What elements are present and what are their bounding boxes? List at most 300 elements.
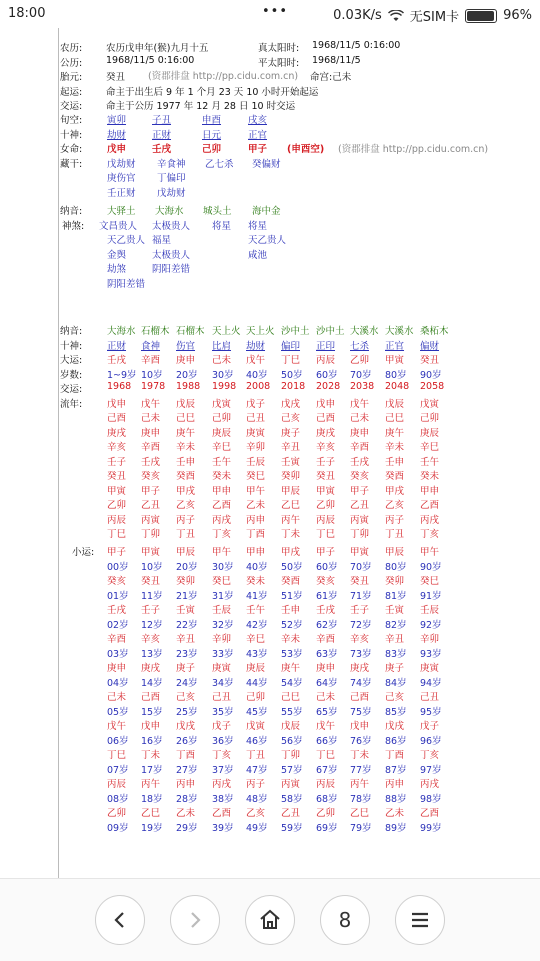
xiaoyun-age-cell: 52岁 (281, 619, 303, 631)
xiaoyun-age-cell: 45岁 (246, 706, 268, 718)
xiaoyun-ganzhi-cell: 辛卯 (212, 634, 232, 645)
liunian-cell: 癸酉 (176, 471, 196, 482)
xiaoyun-ganzhi-cell: 壬午 (246, 605, 266, 616)
browser-toolbar (0, 878, 540, 961)
xiaoyun-age-cell: 84岁 (385, 677, 407, 689)
xiaoyun-ganzhi-cell: 戊寅 (246, 721, 266, 732)
shensha-cell: 阴阳差错 (107, 278, 146, 290)
xiaoyun-age-cell: 30岁 (212, 561, 234, 573)
liunian-cell: 辛亥 (316, 442, 336, 453)
xiaoyun-header-cell: 甲寅 (350, 547, 370, 558)
xiaoyun-header-cell: 甲寅 (141, 547, 161, 558)
xiaoyun-age-cell: 37岁 (212, 764, 234, 776)
xiaoyun-age-cell: 62岁 (316, 619, 338, 631)
xiaoyun-age-cell: 68岁 (316, 793, 338, 805)
xiaoyun-ganzhi-cell: 丁亥 (212, 750, 232, 761)
xiaoyun-ganzhi-cell: 己亥 (385, 692, 405, 703)
xiaoyun-header-cell: 甲辰 (385, 547, 405, 558)
info-value: 命主于出生后 9 年 1 个月 23 天 10 小时开始起运 (106, 86, 319, 98)
xiaoyun-age-cell: 15岁 (141, 706, 163, 718)
xiaoyun-ganzhi-cell: 庚辰 (246, 663, 266, 674)
xiaoyun-ganzhi-cell: 乙丑 (281, 808, 301, 819)
xiaoyun-age-cell: 58岁 (281, 793, 303, 805)
liunian-cell: 乙酉 (212, 500, 232, 511)
row-label: 女命: (60, 144, 83, 155)
xiaoyun-ganzhi-cell: 己亥 (176, 692, 196, 703)
home-icon (258, 908, 282, 932)
liunian-cell: 庚午 (176, 427, 196, 439)
xiaoyun-ganzhi-cell: 丙戌 (212, 779, 232, 790)
xiaoyun-age-cell: 31岁 (212, 590, 234, 602)
shensha-cell: 太极贵人 (152, 220, 191, 232)
canggan-cell: 乙七杀 (205, 158, 234, 170)
liunian-cell: 甲子 (141, 485, 161, 497)
liunian-cell: 壬子 (316, 456, 336, 468)
xiaoyun-ganzhi-cell: 癸亥 (107, 576, 127, 587)
dayun-cell: 辛酉 (141, 355, 161, 366)
xiaoyun-ganzhi-cell: 庚申 (316, 663, 336, 674)
liunian-cell: 壬戌 (350, 456, 370, 468)
menu-button[interactable] (395, 895, 445, 945)
liunian-cell: 甲申 (212, 485, 232, 497)
info-label: 公历: (60, 57, 83, 69)
dayun-cell: 乙卯 (350, 355, 370, 366)
xiaoyun-age-cell: 26岁 (176, 735, 198, 747)
xiaoyun-ganzhi-cell: 己丑 (212, 692, 232, 703)
xiaoyun-age-cell: 18岁 (141, 793, 163, 805)
xiaoyun-age-cell: 24岁 (176, 677, 198, 689)
shensha-cell: 将星 (212, 220, 232, 232)
liunian-cell: 壬戌 (141, 456, 161, 468)
xunkong-cell: 戌亥 (248, 115, 268, 126)
xiaoyun-ganzhi-cell: 壬辰 (420, 605, 440, 616)
xiaoyun-age-cell: 35岁 (212, 706, 234, 718)
xiaoyun-ganzhi-cell: 丁未 (350, 750, 370, 761)
xiaoyun-ganzhi-cell: 乙未 (176, 808, 196, 819)
row-label: 十神: (60, 129, 83, 141)
xiaoyun-header-cell: 甲午 (420, 547, 440, 558)
watermark-text: (资郡排盘 http://pp.cidu.com.cn) (148, 71, 299, 82)
forward-button[interactable] (170, 895, 220, 945)
row-label: 十神: (60, 340, 83, 352)
dayun-cell: 壬戌 (107, 355, 127, 366)
liunian-cell: 癸未 (212, 471, 232, 482)
xiaoyun-ganzhi-cell: 庚子 (176, 663, 196, 674)
xiaoyun-age-cell: 29岁 (176, 822, 198, 834)
info-value: 癸丑 (106, 72, 126, 83)
xiaoyun-age-cell: 67岁 (316, 764, 338, 776)
liunian-cell: 癸巳 (246, 471, 266, 482)
xiaoyun-age-cell: 77岁 (350, 764, 372, 776)
liunian-cell: 丙辰 (316, 514, 336, 526)
xunkong-cell: 寅卯 (107, 115, 127, 126)
canggan-cell: 丁偏印 (157, 173, 186, 184)
xiaoyun-header-cell: 甲子 (107, 547, 127, 558)
liunian-cell: 乙卯 (316, 500, 336, 511)
jiaoyun-year-cell: 2028 (316, 381, 341, 392)
dayun-shishen-cell: 伤官 (176, 340, 196, 352)
liunian-cell: 壬辰 (246, 456, 266, 468)
xiaoyun-ganzhi-cell: 庚寅 (420, 663, 440, 674)
xiaoyun-age-cell: 73岁 (350, 648, 372, 660)
liunian-cell: 壬申 (176, 456, 196, 468)
liunian-cell: 庚戌 (107, 427, 127, 439)
pillar-cell: 己卯 (202, 144, 222, 155)
dayun-shishen-cell: 正官 (385, 340, 405, 352)
xiaoyun-age-cell: 88岁 (385, 793, 407, 805)
xiaoyun-ganzhi-cell: 丙午 (350, 779, 370, 790)
status-right (333, 6, 532, 25)
liunian-cell: 庚午 (385, 427, 405, 439)
info-label: 起运: (60, 86, 83, 98)
xiaoyun-age-cell: 22岁 (176, 619, 198, 631)
xiaoyun-age-cell: 07岁 (107, 764, 129, 776)
sim-status: 无SIM卡 (409, 10, 460, 25)
liunian-cell: 辛巳 (212, 442, 232, 453)
liunian-cell: 辛亥 (107, 442, 127, 453)
jiaoyun-year-cell: 2008 (246, 381, 271, 392)
age-cell: 80岁 (385, 369, 407, 381)
xiaoyun-ganzhi-cell: 乙酉 (212, 808, 232, 819)
liunian-cell: 癸亥 (141, 471, 161, 482)
xiaoyun-age-cell: 16岁 (141, 735, 163, 747)
xiaoyun-ganzhi-cell: 壬寅 (385, 605, 405, 616)
liunian-header-cell: 戊寅 (212, 398, 232, 410)
xiaoyun-ganzhi-cell: 辛亥 (350, 634, 370, 645)
xiaoyun-age-cell: 06岁 (107, 735, 129, 747)
shensha-cell: 金舆 (107, 249, 127, 261)
xiaoyun-ganzhi-cell: 丙子 (246, 779, 266, 790)
xiaoyun-ganzhi-cell: 辛丑 (385, 634, 405, 645)
xiaoyun-age-cell: 13岁 (141, 648, 163, 660)
liunian-cell: 辛未 (385, 442, 405, 453)
xiaoyun-age-cell: 94岁 (420, 677, 442, 689)
xiaoyun-ganzhi-cell: 戊辰 (281, 721, 301, 732)
xiaoyun-ganzhi-cell: 丙戌 (420, 779, 440, 790)
xiaoyun-ganzhi-cell: 戊午 (316, 721, 336, 732)
dayun-shishen-cell: 偏财 (420, 340, 440, 352)
xiaoyun-age-cell: 02岁 (107, 619, 129, 631)
info-extra-label: 平太阳时: (258, 57, 300, 69)
xiaoyun-age-cell: 54岁 (281, 677, 303, 689)
liunian-cell: 丁酉 (246, 529, 266, 540)
xiaoyun-age-cell: 49岁 (246, 822, 268, 834)
liunian-cell: 壬申 (385, 456, 405, 468)
xiaoyun-ganzhi-cell: 壬戌 (316, 605, 336, 616)
liunian-cell: 丙辰 (107, 514, 127, 526)
dayun-cell: 癸丑 (420, 355, 440, 366)
xiaoyun-age-cell: 96岁 (420, 735, 442, 747)
liunian-cell: 乙丑 (350, 500, 370, 511)
dayun-cell: 庚申 (176, 355, 196, 366)
dayun-nayin-cell: 桑柘木 (420, 326, 449, 337)
liunian-cell: 乙巳 (281, 500, 301, 511)
liunian-cell: 乙卯 (107, 500, 127, 511)
xiaoyun-ganzhi-cell: 己酉 (350, 692, 370, 703)
row-label: 交运: (60, 384, 83, 395)
xiaoyun-ganzhi-cell: 丁酉 (176, 750, 196, 761)
xiaoyun-ganzhi-cell: 戊子 (420, 721, 440, 732)
liunian-cell: 甲寅 (107, 485, 127, 497)
row-label: 大运: (60, 355, 83, 366)
tabs-button[interactable] (320, 895, 370, 945)
xiaoyun-ganzhi-cell: 庚午 (281, 663, 301, 674)
xiaoyun-age-cell: 63岁 (316, 648, 338, 660)
chevron-left-icon (110, 910, 130, 930)
xiaoyun-age-cell: 08岁 (107, 793, 129, 805)
xunkong-cell: 申酉 (202, 115, 222, 126)
xunkong-cell: 子丑 (152, 115, 172, 126)
xiaoyun-ganzhi-cell: 癸丑 (350, 576, 370, 587)
dayun-nayin-cell: 大海水 (107, 326, 136, 337)
info-label: 交运: (60, 101, 83, 112)
xiaoyun-age-cell: 14岁 (141, 677, 163, 689)
xiaoyun-age-cell: 60岁 (316, 561, 338, 573)
liunian-cell: 己未 (141, 413, 161, 424)
xiaoyun-age-cell: 66岁 (316, 735, 338, 747)
liunian-cell: 辛酉 (141, 442, 161, 453)
xiaoyun-age-cell: 91岁 (420, 590, 442, 602)
canggan-cell: 壬正财 (107, 187, 136, 199)
wifi-icon (388, 10, 404, 22)
xiaoyun-age-cell: 78岁 (350, 793, 372, 805)
home-button[interactable] (245, 895, 295, 945)
xiaoyun-age-cell: 05岁 (107, 706, 129, 718)
xiaoyun-ganzhi-cell: 乙卯 (316, 808, 336, 819)
xiaoyun-ganzhi-cell: 丁巳 (107, 750, 127, 761)
xiaoyun-age-cell: 23岁 (176, 648, 198, 660)
liunian-cell: 辛酉 (350, 442, 370, 453)
xiaoyun-age-cell: 90岁 (420, 561, 442, 573)
dayun-shishen-cell: 正印 (316, 340, 336, 352)
info-extra-value: 1968/11/5 (312, 54, 361, 66)
dayun-nayin-cell: 天上火 (212, 326, 241, 337)
notification-dots: ••• (262, 4, 289, 19)
shensha-cell: 天乙贵人 (107, 235, 146, 246)
xiaoyun-ganzhi-cell: 庚戌 (350, 663, 370, 674)
xiaoyun-age-cell: 64岁 (316, 677, 338, 689)
dayun-nayin-cell: 大溪水 (350, 326, 379, 337)
liunian-cell: 癸酉 (385, 471, 405, 482)
shensha-cell: 福星 (152, 235, 172, 246)
nayin-cell: 大驿土 (107, 206, 136, 217)
shishen-cell: 正财 (152, 129, 172, 141)
xiaoyun-age-cell: 89岁 (385, 822, 407, 834)
xiaoyun-age-cell: 70岁 (350, 561, 372, 573)
liunian-header-cell: 戊寅 (420, 398, 440, 410)
xiaoyun-age-cell: 53岁 (281, 648, 303, 660)
xiaoyun-age-cell: 11岁 (141, 590, 163, 602)
liunian-header-cell: 戊午 (350, 398, 370, 410)
xiaoyun-age-cell: 00岁 (107, 561, 129, 573)
liunian-header-cell: 戊辰 (176, 398, 196, 410)
xiaoyun-ganzhi-cell: 癸酉 (281, 576, 301, 587)
liunian-cell: 乙丑 (141, 500, 161, 511)
shishen-cell: 正官 (248, 129, 268, 141)
liunian-cell: 丁卯 (141, 529, 161, 540)
xiaoyun-age-cell: 80岁 (385, 561, 407, 573)
xiaoyun-header-cell: 甲午 (212, 547, 232, 558)
pillar-cell: 甲子 (248, 144, 268, 155)
liunian-header-cell: 戊午 (141, 398, 161, 410)
liunian-cell: 乙酉 (420, 500, 440, 511)
xiaoyun-ganzhi-cell: 丁未 (141, 750, 161, 761)
dayun-shishen-cell: 七杀 (350, 340, 370, 352)
xiaoyun-age-cell: 65岁 (316, 706, 338, 718)
row-label: 小运: (72, 547, 95, 558)
liunian-cell: 庚子 (281, 427, 301, 439)
xiaoyun-age-cell: 20岁 (176, 561, 198, 573)
info-value: 命主于公历 1977 年 12 月 28 日 10 时交运 (106, 101, 296, 112)
xiaoyun-ganzhi-cell: 丁巳 (316, 750, 336, 761)
liunian-cell: 甲午 (246, 485, 266, 497)
liunian-cell: 甲寅 (316, 485, 336, 497)
xiaoyun-age-cell: 55岁 (281, 706, 303, 718)
dayun-shishen-cell: 食神 (141, 340, 161, 352)
liunian-cell: 辛巳 (420, 442, 440, 453)
nayin-cell: 城头土 (203, 206, 232, 217)
canggan-cell: 辛食神 (157, 158, 186, 170)
liunian-cell: 甲戌 (385, 485, 405, 497)
liunian-header-cell: 戊申 (107, 398, 127, 410)
liunian-cell: 癸丑 (107, 471, 127, 482)
shishen-cell: 劫财 (107, 129, 127, 141)
shensha-cell: 阴阳差错 (152, 264, 191, 275)
xiaoyun-age-cell: 33岁 (212, 648, 234, 660)
xiaoyun-header-cell: 甲子 (316, 547, 336, 558)
xiaoyun-ganzhi-cell: 戊戌 (385, 721, 405, 732)
xiaoyun-age-cell: 04岁 (107, 677, 129, 689)
row-label: 旬空: (60, 115, 83, 126)
info-value: 1968/11/5 0:16:00 (106, 54, 195, 66)
liunian-cell: 甲子 (350, 485, 370, 497)
dayun-cell: 甲寅 (385, 355, 405, 366)
xiaoyun-ganzhi-cell: 壬申 (281, 605, 301, 616)
xiaoyun-ganzhi-cell: 庚子 (385, 663, 405, 674)
liunian-header-cell: 戊戌 (281, 398, 301, 410)
xiaoyun-ganzhi-cell: 辛酉 (107, 634, 127, 645)
liunian-cell: 癸卯 (281, 471, 301, 482)
xiaoyun-ganzhi-cell: 壬子 (141, 605, 161, 616)
liunian-cell: 丁巳 (107, 529, 127, 540)
xiaoyun-age-cell: 39岁 (212, 822, 234, 834)
liunian-cell: 丁未 (281, 529, 301, 540)
clock: 18:00 (8, 6, 46, 21)
liunian-cell: 甲辰 (281, 485, 301, 497)
info-label: 农历: (60, 43, 83, 54)
xiaoyun-age-cell: 82岁 (385, 619, 407, 631)
xiaoyun-ganzhi-cell: 癸丑 (141, 576, 161, 587)
xiaoyun-age-cell: 17岁 (141, 764, 163, 776)
dayun-shishen-cell: 正财 (107, 340, 127, 352)
xiaoyun-ganzhi-cell: 癸未 (246, 576, 266, 587)
xiaoyun-age-cell: 09岁 (107, 822, 129, 834)
dayun-cell: 己未 (212, 355, 232, 366)
liunian-cell: 癸未 (420, 471, 440, 482)
liunian-cell: 丙午 (281, 514, 301, 526)
xiaoyun-age-cell: 61岁 (316, 590, 338, 602)
liunian-cell: 甲申 (420, 485, 440, 497)
liunian-cell: 丙戌 (420, 514, 440, 526)
xiaoyun-age-cell: 69岁 (316, 822, 338, 834)
xiaoyun-ganzhi-cell: 己未 (316, 692, 336, 703)
xiaoyun-age-cell: 74岁 (350, 677, 372, 689)
xiaoyun-age-cell: 27岁 (176, 764, 198, 776)
liunian-cell: 壬子 (107, 456, 127, 468)
xiaoyun-ganzhi-cell: 庚寅 (212, 663, 232, 674)
info-label: 胎元: (60, 72, 83, 83)
liunian-cell: 庚戌 (316, 427, 336, 439)
shensha-cell: 劫煞 (107, 264, 127, 275)
dayun-shishen-cell: 劫财 (246, 340, 266, 352)
shishen-cell: 日元 (202, 129, 222, 141)
xiaoyun-ganzhi-cell: 丙申 (385, 779, 405, 790)
liunian-cell: 辛未 (176, 442, 196, 453)
liunian-cell: 癸亥 (350, 471, 370, 482)
xiaoyun-header-cell: 甲辰 (176, 547, 196, 558)
xiaoyun-age-cell: 38岁 (212, 793, 234, 805)
xiaoyun-age-cell: 40岁 (246, 561, 268, 573)
xiaoyun-ganzhi-cell: 丁亥 (420, 750, 440, 761)
jiaoyun-year-cell: 2038 (350, 381, 375, 392)
xiaoyun-ganzhi-cell: 己丑 (420, 692, 440, 703)
canggan-cell: 戊劫财 (107, 158, 136, 170)
liunian-cell: 丁丑 (176, 529, 196, 540)
xiaoyun-ganzhi-cell: 戊申 (141, 721, 161, 732)
xiaoyun-ganzhi-cell: 戊申 (350, 721, 370, 732)
xiaoyun-age-cell: 21岁 (176, 590, 198, 602)
xiaoyun-ganzhi-cell: 壬子 (350, 605, 370, 616)
xiaoyun-age-cell: 59岁 (281, 822, 303, 834)
dayun-nayin-cell: 沙中土 (281, 326, 310, 337)
xiaoyun-ganzhi-cell: 己未 (107, 692, 127, 703)
liunian-cell: 己卯 (420, 413, 440, 424)
xiaoyun-age-cell: 12岁 (141, 619, 163, 631)
xiaoyun-ganzhi-cell: 丁酉 (385, 750, 405, 761)
liunian-header-cell: 戊辰 (385, 398, 405, 410)
xiaoyun-ganzhi-cell: 辛亥 (141, 634, 161, 645)
xiaoyun-age-cell: 87岁 (385, 764, 407, 776)
age-cell: 20岁 (176, 369, 198, 381)
xiaoyun-ganzhi-cell: 戊子 (212, 721, 232, 732)
xiaoyun-ganzhi-cell: 癸卯 (176, 576, 196, 587)
xiaoyun-ganzhi-cell: 己酉 (141, 692, 161, 703)
liunian-cell: 丁丑 (385, 529, 405, 540)
shensha-cell: 文昌贵人 (99, 220, 138, 232)
pillar-cell: 戊申 (107, 144, 127, 155)
dayun-cell: 戊午 (246, 355, 266, 366)
liunian-cell: 丙寅 (141, 514, 161, 526)
age-cell: 70岁 (350, 369, 372, 381)
liunian-cell: 乙亥 (385, 500, 405, 511)
age-cell: 30岁 (212, 369, 234, 381)
xiaoyun-ganzhi-cell: 丙辰 (316, 779, 336, 790)
jiaoyun-year-cell: 1998 (212, 381, 237, 392)
row-label: 纳音: (60, 326, 83, 337)
back-button[interactable] (95, 895, 145, 945)
chevron-right-icon (185, 910, 205, 930)
liunian-cell: 庚辰 (420, 427, 440, 439)
xiaoyun-age-cell: 75岁 (350, 706, 372, 718)
liunian-cell: 丁亥 (420, 529, 440, 540)
xiaoyun-ganzhi-cell: 丙寅 (281, 779, 301, 790)
liunian-cell: 丁卯 (350, 529, 370, 540)
dayun-nayin-cell: 大溪水 (385, 326, 414, 337)
nayin-cell: 大海水 (155, 206, 184, 217)
xiaoyun-age-cell: 71岁 (350, 590, 372, 602)
xiaoyun-age-cell: 47岁 (246, 764, 268, 776)
xiaoyun-ganzhi-cell: 庚申 (107, 663, 127, 674)
